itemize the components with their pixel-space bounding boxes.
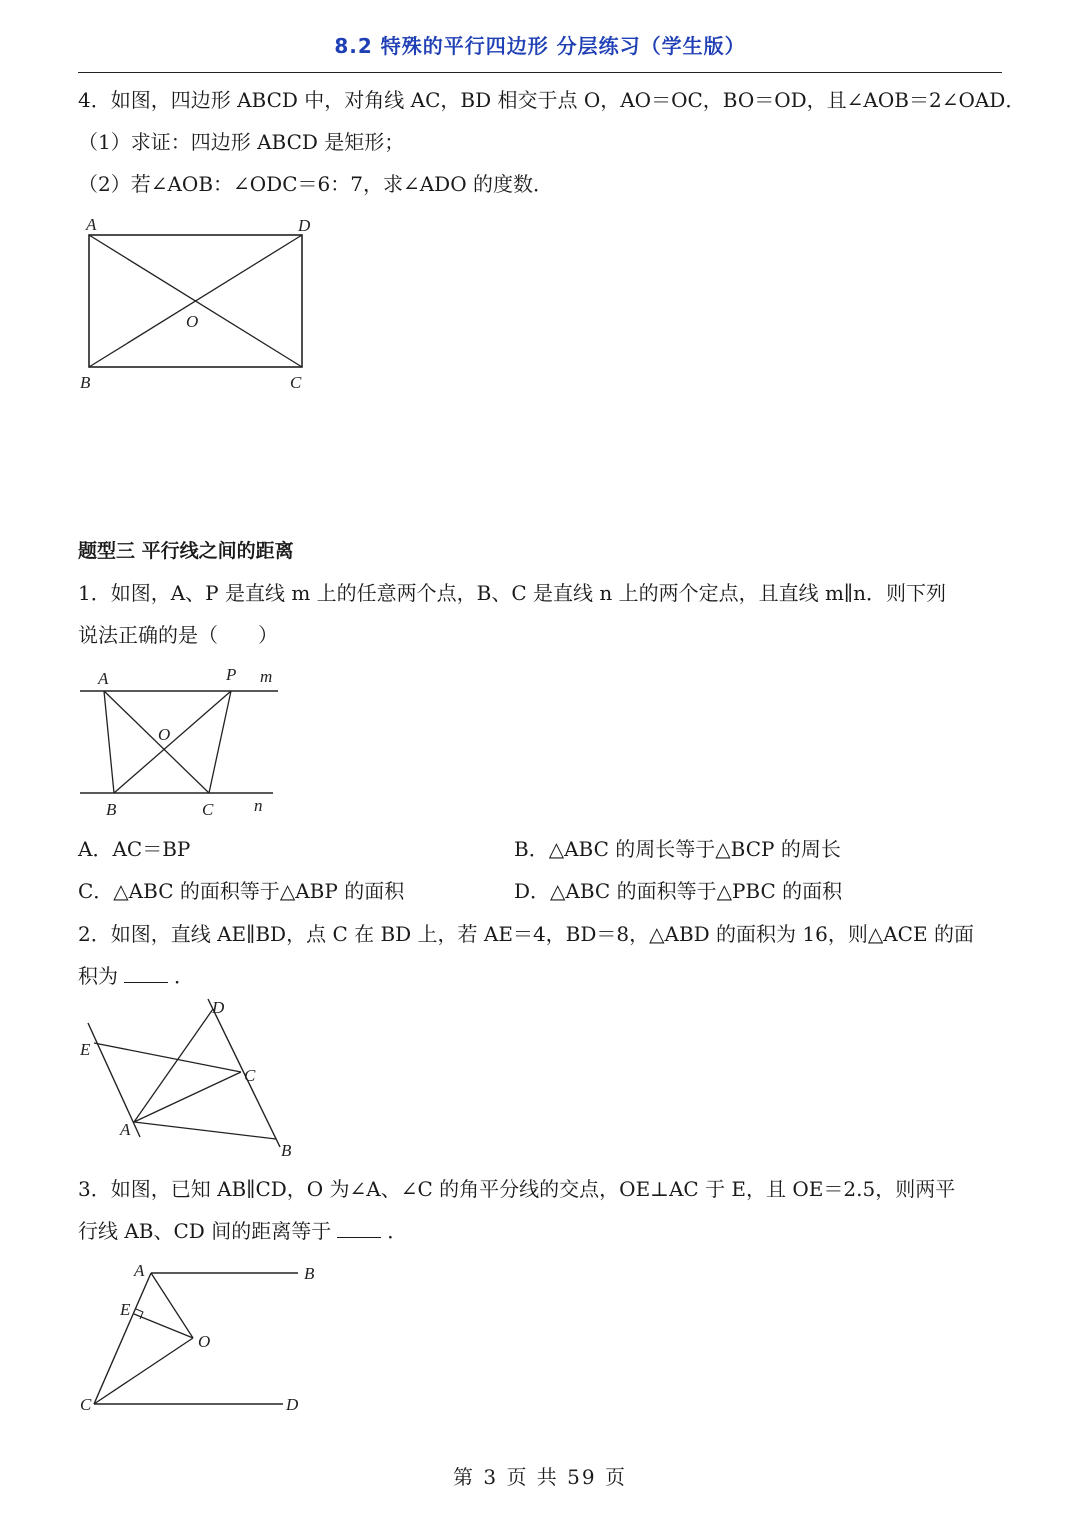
s3q3-stem-line1: 3．如图，已知 AB∥CD，O 为∠A、∠C 的角平分线的交点，OE⊥AC 于 E，且 OE＝2.5，则两平 <box>78 1177 956 1201</box>
header-divider <box>78 72 1002 73</box>
label-b: B <box>106 800 117 819</box>
segment-oe <box>134 1314 193 1338</box>
label-d: D <box>298 216 311 235</box>
label-e: E <box>120 1300 131 1319</box>
label-a: A <box>86 215 97 234</box>
segment-ac <box>134 1072 241 1122</box>
s3q3-stem-suffix: ． <box>387 1219 408 1243</box>
q4-figure-rectangle <box>78 210 318 395</box>
q4-stem: 4．如图，四边形 ABCD 中，对角线 AC，BD 相交于点 O，AO＝OC，BO＝OD，且∠AOB＝2∠OAD． <box>78 88 1026 112</box>
s3q3-stem-line2 <box>78 1217 1002 1245</box>
s3q2-answer-blank[interactable] <box>124 964 168 983</box>
label-m: m <box>260 667 273 686</box>
label-p: P <box>226 665 237 684</box>
label-b: B <box>281 1141 292 1160</box>
q4-part1: （1）求证：四边形 ABCD 是矩形； <box>78 130 405 154</box>
segment-ad <box>134 1009 213 1122</box>
label-c: C <box>80 1395 92 1414</box>
label-c: C <box>202 800 214 819</box>
s3q2-stem-suffix: ． <box>174 964 194 988</box>
label-d: D <box>286 1395 299 1414</box>
section3-title: 题型三 平行线之间的距离 <box>78 540 294 562</box>
page-footer: 第 3 页 共 59 页 <box>453 1465 627 1489</box>
label-c: C <box>290 373 302 392</box>
label-e: E <box>80 1040 91 1059</box>
s3q1-option-b[interactable]: B．△ABC 的周长等于△BCP 的周长 <box>514 837 841 861</box>
label-o: O <box>158 725 171 744</box>
segment-pc <box>209 691 231 793</box>
s3q2-stem-line1: 2．如图，直线 AE∥BD，点 C 在 BD 上，若 AE＝4，BD＝8，△ABD 的面积为 16，则△ACE 的面 <box>78 922 974 946</box>
s3q1-option-d[interactable]: D．△ABC 的面积等于△PBC 的面积 <box>514 879 843 903</box>
label-o: O <box>198 1332 211 1351</box>
label-a: A <box>120 1120 131 1139</box>
label-c: C <box>244 1066 256 1085</box>
label-b: B <box>304 1264 315 1283</box>
s3q3-answer-blank[interactable] <box>337 1219 381 1238</box>
label-n: n <box>254 796 263 815</box>
s3q1-stem-line2: 说法正确的是（ ） <box>78 623 278 647</box>
s3q3-stem-prefix: 行线 AB、CD 间的距离等于 <box>78 1219 332 1243</box>
segment-ab <box>104 691 114 793</box>
s3q2-stem-line2 <box>78 962 1002 990</box>
label-a: A <box>98 669 109 688</box>
page-header-title: 8.2 特殊的平行四边形 分层练习（学生版） <box>334 34 746 58</box>
segment-ac <box>104 691 209 793</box>
s3q2-figure <box>78 995 303 1165</box>
s3q3-figure <box>78 1258 323 1418</box>
s3q1-figure-parallel-lines <box>78 658 288 823</box>
q4-part2: （2）若∠AOB：∠ODC＝6：7，求∠ADO 的度数． <box>78 172 553 196</box>
s3q2-stem-prefix: 积为 <box>78 964 118 988</box>
s3q1-stem-line1: 1．如图，A、P 是直线 m 上的任意两个点，B、C 是直线 n 上的两个定点，且直线 m∥n．则下列 <box>78 581 947 605</box>
segment-pb <box>114 691 231 793</box>
segment-ec <box>94 1043 241 1072</box>
segment-ab <box>134 1122 276 1139</box>
line-ae <box>88 1023 140 1137</box>
bisector-a <box>151 1273 193 1338</box>
s3q1-option-c[interactable]: C．△ABC 的面积等于△ABP 的面积 <box>78 879 405 903</box>
s3q1-option-a[interactable]: A．AC＝BP <box>78 837 191 861</box>
label-d: D <box>212 998 225 1017</box>
label-b: B <box>80 373 91 392</box>
label-a: A <box>134 1261 145 1280</box>
label-o: O <box>186 312 199 331</box>
